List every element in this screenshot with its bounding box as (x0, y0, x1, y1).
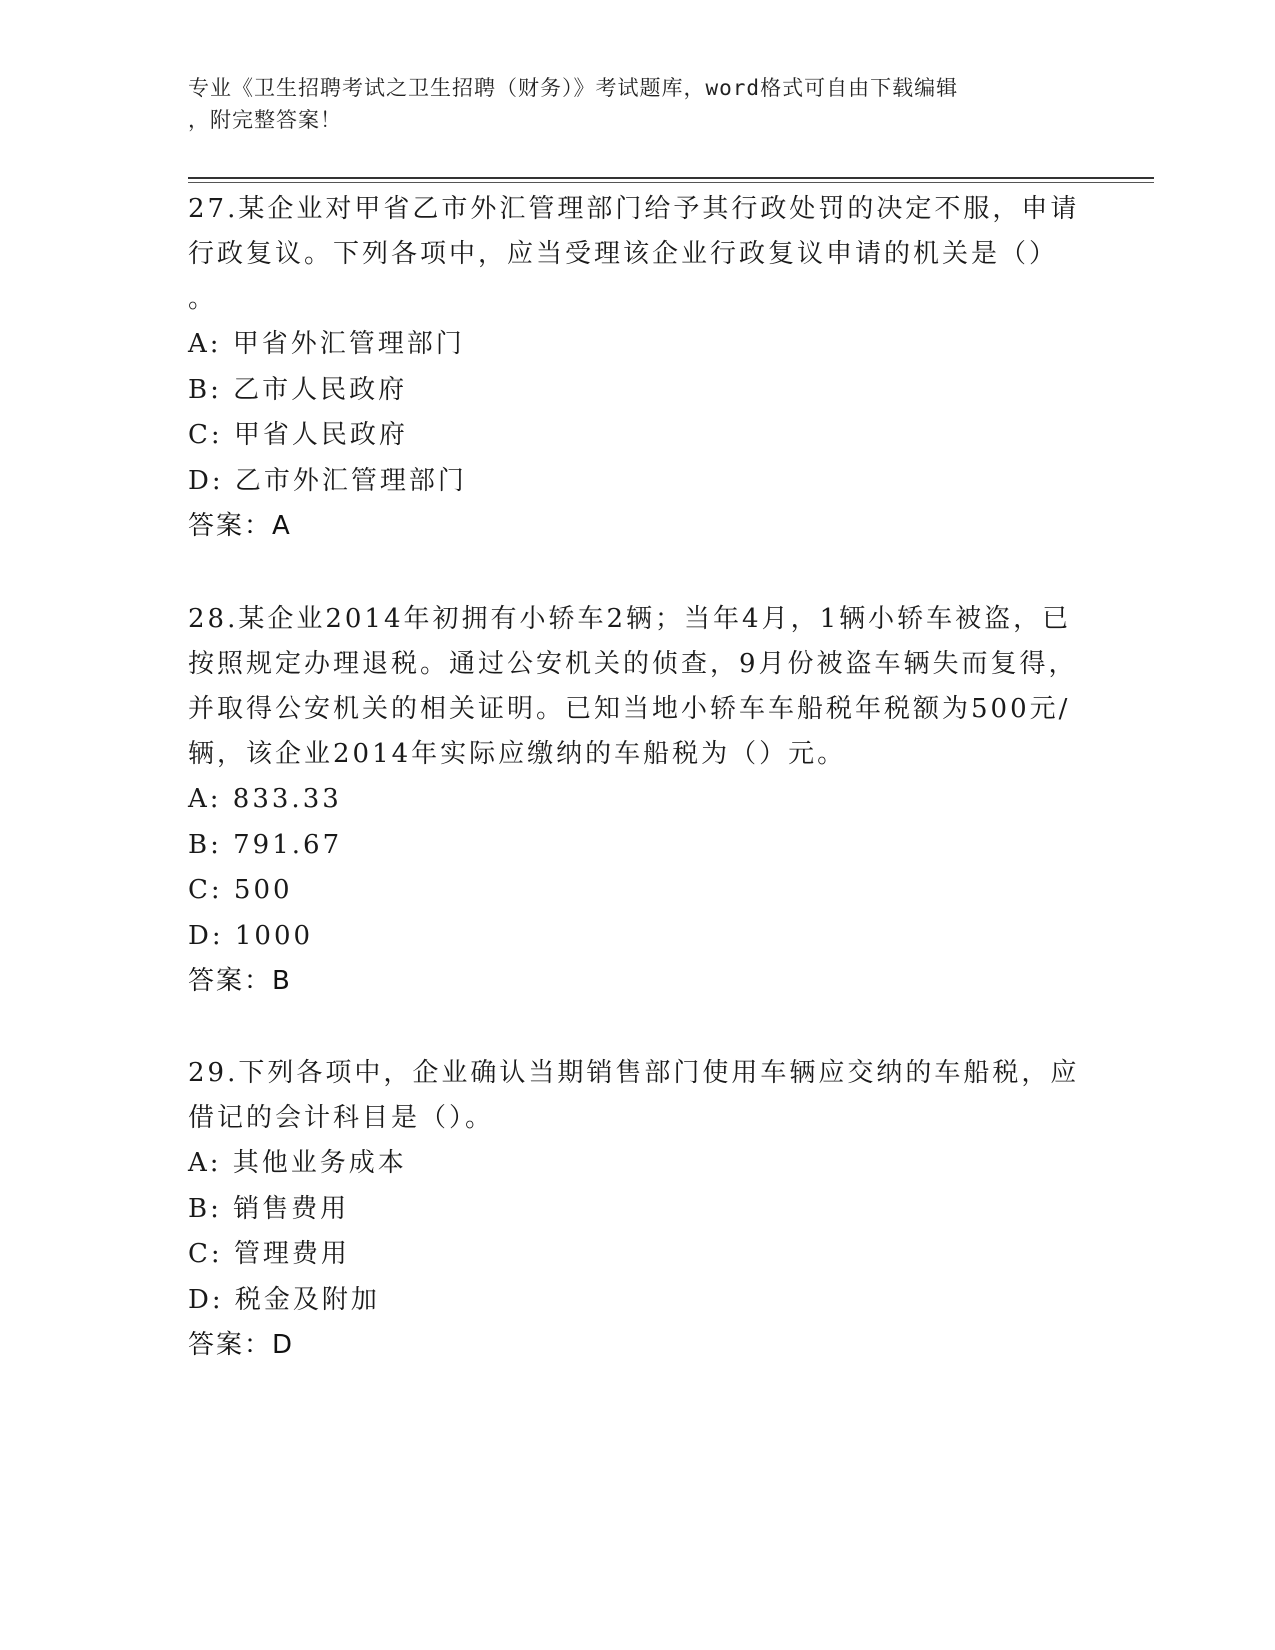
option-a: A: 其他业务成本 (188, 1148, 407, 1178)
question-text-line: 28.某企业2014年初拥有小轿车2辆；当年4月，1辆小轿车被盗，已 (188, 604, 1072, 634)
question-text-line: 辆，该企业2014年实际应缴纳的车船税为（）元。 (188, 739, 847, 769)
question-text-line: 27.某企业对甲省乙市外汇管理部门给予其行政处罚的决定不服，申请 (188, 194, 1080, 224)
option-d: D: 税金及附加 (188, 1284, 380, 1315)
option-b: B: 乙市人民政府 (188, 374, 408, 405)
option-c: C: 管理费用 (188, 1239, 350, 1269)
question-text-line: 行政复议。下列各项中，应当受理该企业行政复议申请的机关是（） (188, 239, 1059, 269)
question-text-line: 借记的会计科目是（）。 (188, 1103, 495, 1133)
question-text-line: 按照规定办理退税。通过公安机关的侦查，9月份被盗车辆失而复得， (188, 649, 1078, 679)
option-c: C: 500 (188, 875, 293, 905)
question-text-line: 。 (188, 284, 218, 314)
option-b: B: 791.67 (188, 829, 343, 860)
answer-label: 答案：B (188, 966, 292, 996)
answer-label: 答案：A (188, 511, 292, 541)
question-29 (188, 1051, 1088, 1368)
answer-label: 答案：D (188, 1330, 295, 1360)
option-d: D: 1000 (188, 920, 314, 951)
header-divider-thick (188, 177, 1154, 179)
option-a: A: 甲省外汇管理部门 (188, 329, 465, 359)
document-header (188, 72, 1068, 136)
question-28 (188, 597, 1088, 1004)
header-title-line-1: 专业《卫生招聘考试之卫生招聘（财务）》考试题库，word格式可自由下载编辑 (188, 76, 959, 100)
header-title-line-2: ，附完整答案！ (188, 108, 342, 132)
option-c: C: 甲省人民政府 (188, 420, 408, 450)
option-d: D: 乙市外汇管理部门 (188, 465, 467, 496)
question-text-line: 29.下列各项中，企业确认当期销售部门使用车辆应交纳的车船税，应 (188, 1058, 1080, 1088)
option-a: A: 833.33 (188, 784, 342, 814)
question-text-line: 并取得公安机关的相关证明。已知当地小轿车车船税年税额为500元/ (188, 694, 1071, 724)
header-divider-thin (188, 182, 1154, 183)
question-27 (188, 187, 1088, 549)
option-b: B: 销售费用 (188, 1193, 350, 1224)
